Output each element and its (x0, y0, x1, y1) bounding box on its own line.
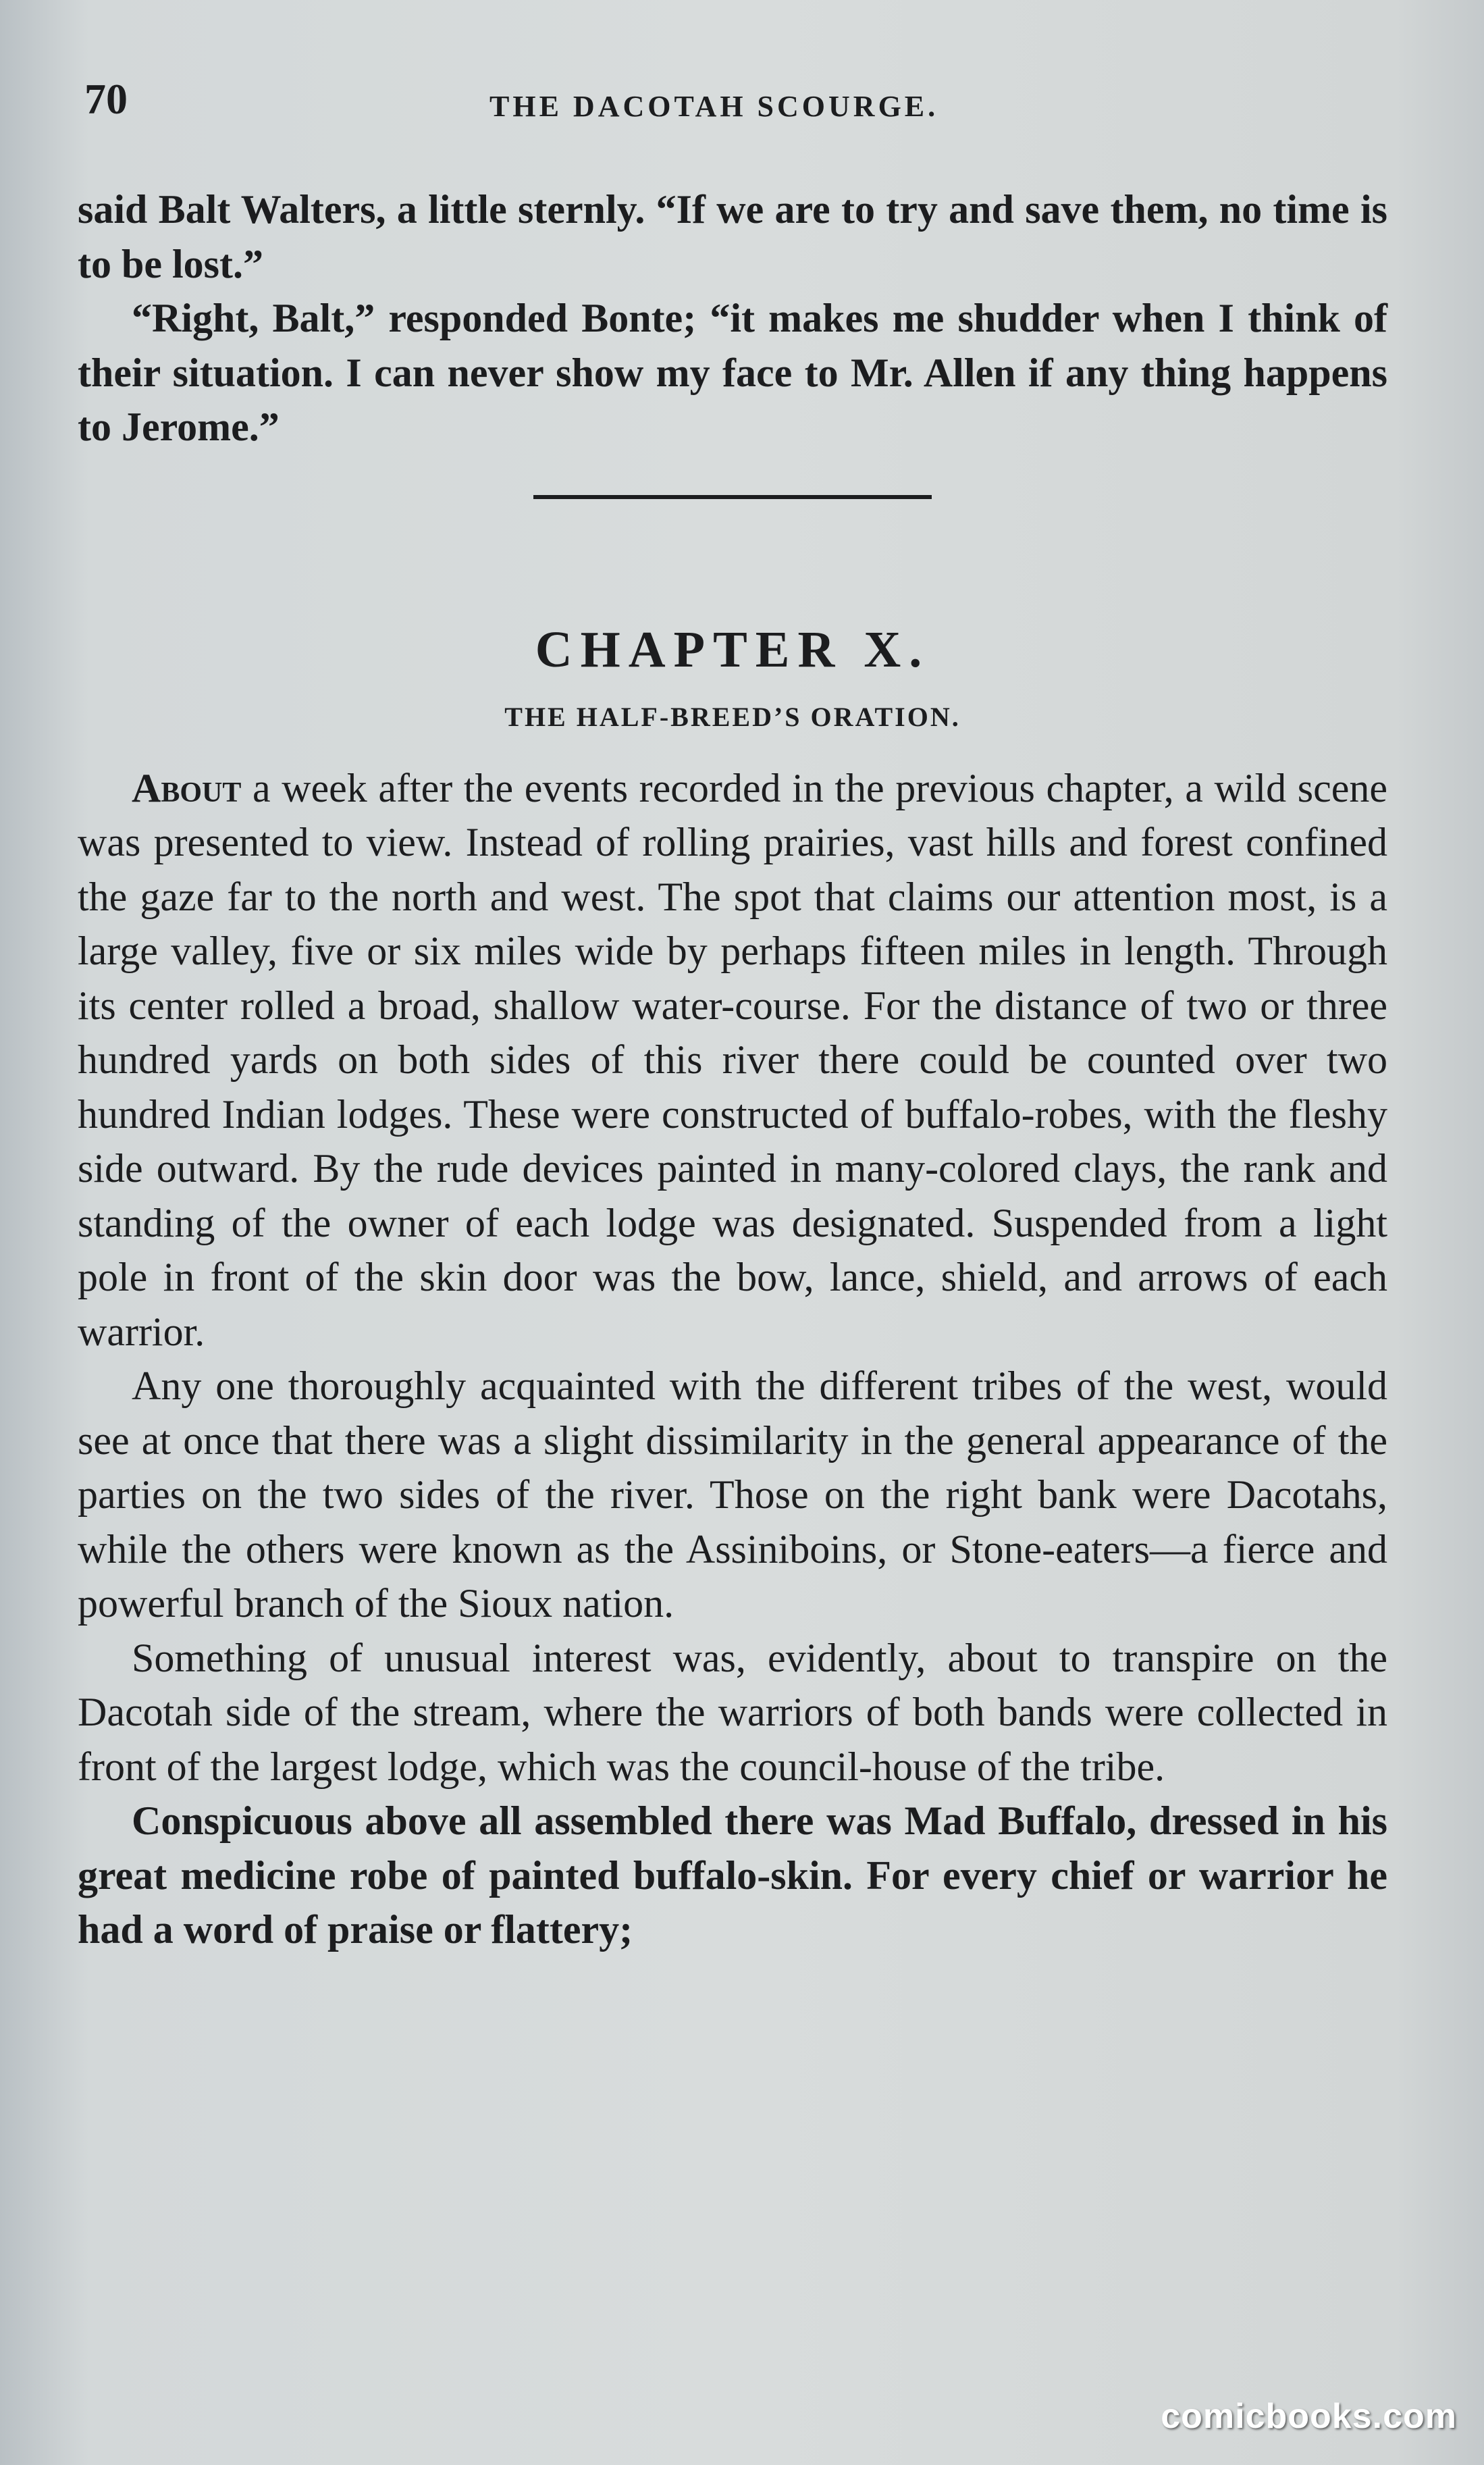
paragraph-opening (78, 761, 1387, 1359)
opening-text: a week after the events recorded in the previous chapter, a wild scene was presented to view. Instead of rolling prairies, vast hills and forest confined the gaze far to the north and west. The spot that claims our attention most, is a large valley, five or six miles wide by perhaps fifteen miles in length. Through its center rolled a broad, shallow water-course. For the distance of two or three hundred yards on both sides of this river there could be counted over two hundred Indian lodges. These were constructed of buffalo-robes, with the fleshy side outward. By the rude devices painted in many-colored clays, the rank and standing of the owner of each lodge was designated. Suspended from a light pole in front of the skin door was the bow, lance, shield, and arrows of each warrior. (78, 765, 1387, 1354)
page-header (84, 74, 1381, 135)
watermark: comicbooks.com (1161, 2397, 1457, 2436)
opening-word: About (132, 765, 242, 810)
section-divider (533, 495, 932, 499)
paragraph-mad-buffalo: Conspicuous above all assembled there was Mad Buffalo, dressed in his great medicine robe of painted buffalo-skin. For every chief or warrior he had a word of praise or flattery; (78, 1798, 1387, 1952)
paragraph-council: Something of unusual interest was, evidently, about to transpire on the Dacotah side of the stream, where the warriors of both bands were collected in front of the largest lodge, which was the council-house of the tribe. (78, 1635, 1387, 1789)
chapter-title: CHAPTER X. (535, 621, 930, 678)
paragraph-tribes: Any one thoroughly acquainted with the different tribes of the west, would see at once that there was a slight dissimilarity in the general appearance of the parties on the two sides of the river. Those on the right bank were Dacotahs, while the others were known as the Assiniboins, or Stone-eaters—a fierce and powerful branch of the Sioux nation. (78, 1364, 1387, 1626)
page-number: 70 (84, 75, 128, 123)
body-text (78, 182, 1387, 1957)
paragraph-dialogue-1: said Balt Walters, a little sternly. “If we are to try and save them, no time is to be lost.” (78, 187, 1387, 286)
paragraph-dialogue-2: “Right, Balt,” responded Bonte; “it makes me shudder when I think of their situation. I can never show my face to Mr. Allen if any thing happens to Jerome.” (78, 296, 1387, 449)
running-head: THE DACOTAH SCOURGE. (489, 90, 939, 123)
chapter-subtitle: THE HALF-BREED’S ORATION. (504, 701, 961, 732)
